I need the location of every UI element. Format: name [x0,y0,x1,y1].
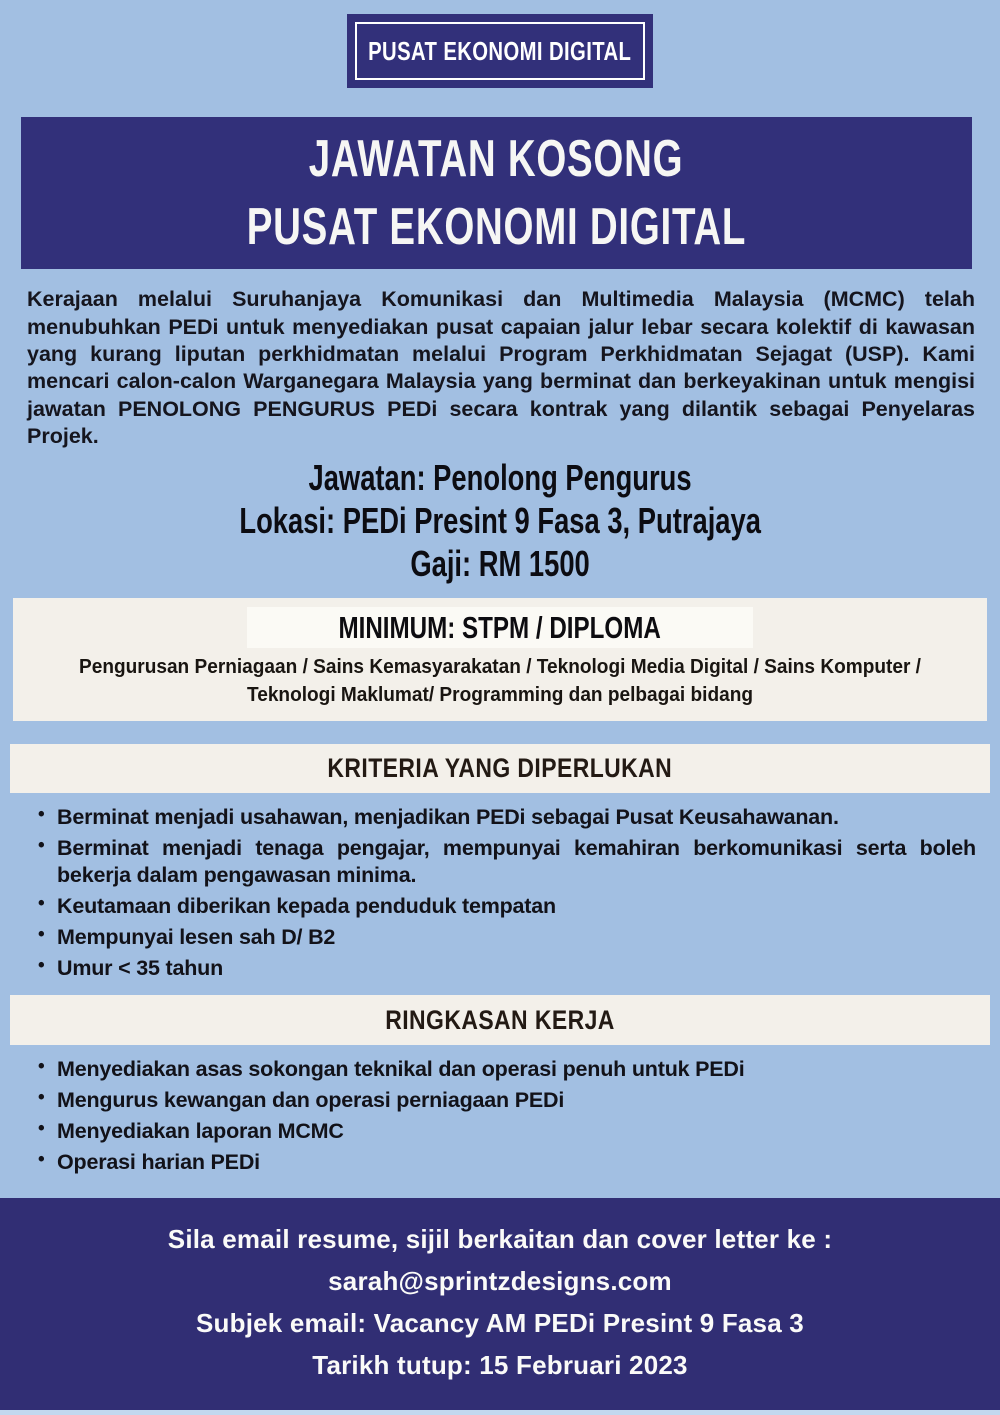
ringkasan-title: RINGKASAN KERJA [385,1004,615,1035]
contact-footer [0,1198,1000,1415]
org-badge-frame [355,22,645,80]
footer-deadline: Tarikh tutup: 15 Februari 2023 [312,1349,688,1380]
minimum-title-strip [247,607,752,649]
minimum-fields: Pengurusan Perniagaan / Sains Kemasyarakatan / Teknologi Media Digital / Sains Komputer / Teknologi Maklumat/ Programming dan pelbagai bidang [79,655,921,706]
position-details [0,457,1000,585]
position-jawatan: Jawatan: Penolong Pengurus [308,457,692,499]
org-badge [347,14,653,88]
minimum-qualification-box [13,598,987,721]
kriteria-header-strip [10,744,990,793]
position-lokasi: Lokasi: PEDi Presint 9 Fasa 3, Putrajaya [239,499,761,541]
minimum-fields-wrap [75,653,925,708]
list-item: • Menyediakan laporan MCMC [36,1118,976,1144]
footer-email: sarah@sprintzdesigns.com [328,1265,672,1296]
list-item: • Berminat menjadi tenaga pengajar, mempunyai kemahiran berkomunikasi serta boleh bekerja dalam pengawasan minima. [36,835,976,887]
list-item: • Operasi harian PEDi [36,1149,976,1175]
ringkasan-header-strip [10,995,990,1044]
list-item: • Keutamaan diberikan kepada penduduk tempatan [36,893,976,919]
title-line-1: JAWATAN KOSONG [309,130,684,189]
position-gaji: Gaji: RM 1500 [410,542,590,584]
title-banner [21,117,972,269]
ringkasan-list [36,1056,976,1181]
intro-paragraph: Kerajaan melalui Suruhanjaya Komunikasi dan Multimedia Malaysia (MCMC) telah menubuhkan PEDi untuk menyediakan pusat capaian jalur lebar secara kolektif di kawasan yang kurang liputan perkhidmatan melalui Program Perkhidmatan Sejagat (USP). Kami mencari calon-calon Warganegara Malaysia yang berminat dan berkeyakinan untuk mengisi jawatan PENOLONG PENGURUS PEDi secara kontrak yang dilantik sebagai Penyelaras Projek. [27,287,975,448]
title-line-2: PUSAT EKONOMI DIGITAL [246,198,747,257]
list-item: • Menyediakan asas sokongan teknikal dan operasi penuh untuk PEDi [36,1056,976,1082]
footer-subject: Subjek email: Vacancy AM PEDi Presint 9 Fasa 3 [196,1307,804,1338]
minimum-title: MINIMUM: STPM / DIPLOMA [338,609,662,645]
list-item: • Mengurus kewangan dan operasi perniagaan PEDi [36,1087,976,1113]
list-item: • Umur < 35 tahun [36,955,976,981]
kriteria-list [36,804,976,986]
list-item: • Mempunyai lesen sah D/ B2 [36,924,976,950]
kriteria-title: KRITERIA YANG DIPERLUKAN [327,752,673,783]
footer-instruction: Sila email resume, sijil berkaitan dan cover letter ke : [167,1223,833,1254]
list-item: • Berminat menjadi usahawan, menjadikan PEDi sebagai Pusat Keusahawanan. [36,804,976,830]
org-badge-label: PUSAT EKONOMI DIGITAL [368,35,632,66]
